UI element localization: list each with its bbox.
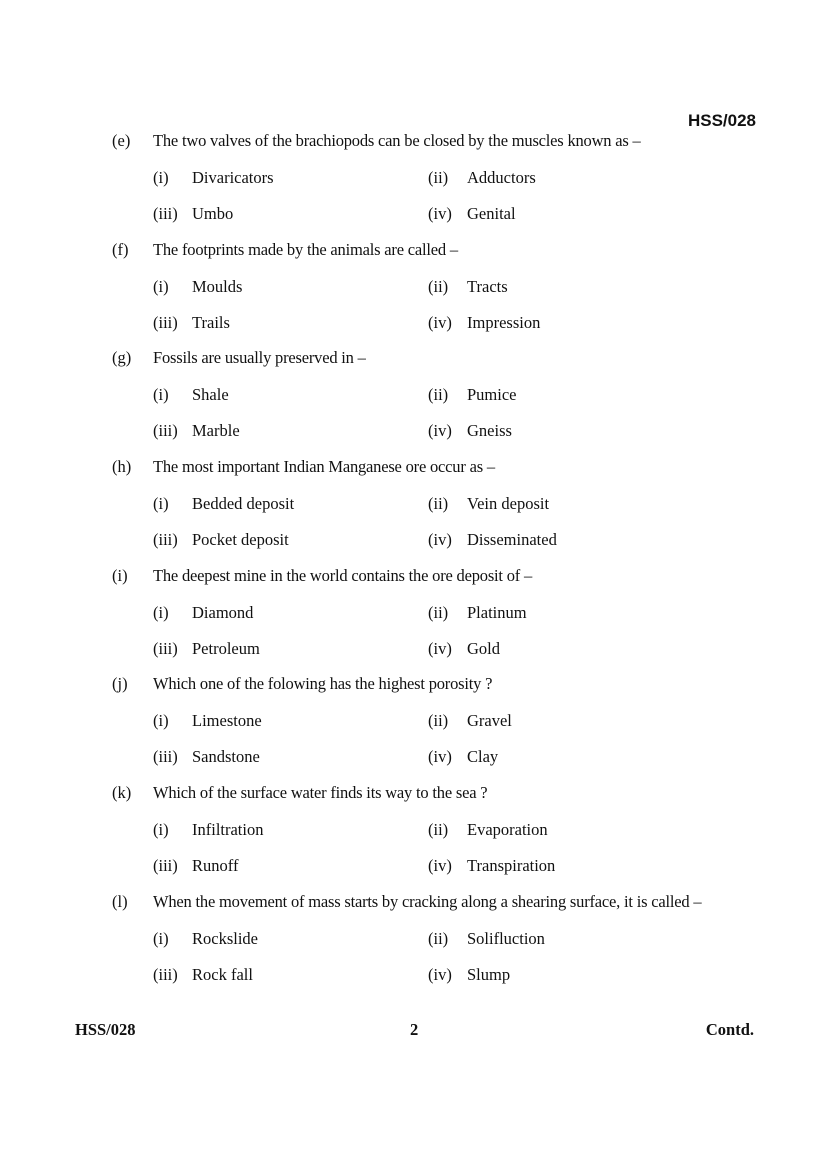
option-number: (i) [153, 168, 169, 187]
question-text: Which of the surface water finds its way to the sea ? [153, 783, 488, 803]
question-letter: (j) [112, 674, 128, 694]
question-letter: (h) [112, 457, 132, 477]
question-letter: (k) [112, 783, 132, 803]
option-text: Slump [467, 964, 511, 984]
option-number: (iii) [153, 856, 178, 876]
option-number: (ii) [428, 385, 449, 405]
question-letter: (i) [112, 565, 128, 585]
option-text: Rockslide [192, 928, 258, 948]
question-text: Fossils are usually preserved in – [153, 348, 366, 368]
option-number: (iv) [428, 638, 452, 658]
option-number: (i) [153, 820, 169, 840]
option-number: (iii) [153, 530, 178, 550]
question-f [0, 240, 827, 349]
option-text: Transpiration [467, 856, 556, 876]
option-text: Genital [467, 204, 516, 223]
question-letter: (g) [112, 348, 132, 368]
option-number: (i) [153, 928, 169, 948]
option-text: Clay [467, 747, 499, 767]
option-number: (iv) [428, 312, 452, 332]
question-e [0, 131, 827, 240]
option-text: Rock fall [192, 964, 253, 984]
option-text: Petroleum [192, 638, 260, 658]
footer-contd: Contd. [705, 1020, 754, 1039]
question-list [0, 131, 827, 1001]
option-text: Umbo [192, 204, 234, 223]
option-number: (ii) [428, 602, 449, 622]
question-letter: (e) [112, 131, 131, 150]
option-text: Impression [467, 312, 541, 332]
page-number: 2 [410, 1020, 419, 1039]
option-text: Gneiss [467, 421, 512, 441]
option-number: (ii) [428, 928, 449, 948]
option-number: (iv) [428, 856, 452, 876]
option-text: Gravel [467, 711, 512, 731]
option-number: (iv) [428, 530, 452, 550]
option-text: Trails [192, 312, 230, 332]
option-number: (i) [153, 711, 169, 731]
option-number: (i) [153, 276, 169, 296]
option-number: (iii) [153, 204, 178, 223]
option-number: (ii) [428, 494, 449, 514]
option-number: (iv) [428, 204, 452, 223]
question-text: Which one of the folowing has the highest porosity ? [153, 674, 493, 694]
question-l [0, 892, 827, 1001]
question-g [0, 348, 827, 457]
option-number: (iii) [153, 638, 178, 658]
option-text: Runoff [192, 856, 239, 876]
option-text: Sandstone [192, 747, 260, 767]
option-number: (ii) [428, 276, 449, 296]
option-text: Pocket deposit [192, 530, 289, 550]
option-text: Solifluction [467, 928, 545, 948]
option-text: Marble [192, 421, 240, 441]
option-number: (ii) [428, 711, 449, 731]
question-letter: (l) [112, 891, 128, 911]
option-text: Vein deposit [467, 494, 550, 514]
option-text: Shale [192, 385, 229, 405]
option-text: Diamond [192, 602, 254, 622]
option-number: (i) [153, 602, 169, 622]
option-number: (iv) [428, 421, 452, 441]
question-text: The footprints made by the animals are called – [153, 239, 458, 259]
option-text: Platinum [467, 602, 527, 622]
option-text: Moulds [192, 276, 243, 296]
option-text: Disseminated [467, 530, 557, 550]
header-code: HSS/028 [687, 111, 756, 130]
option-number: (i) [153, 385, 169, 405]
option-number: (iv) [428, 964, 452, 984]
footer-code: HSS/028 [75, 1020, 136, 1039]
option-number: (ii) [428, 820, 449, 840]
option-number: (ii) [428, 168, 449, 187]
option-text: Bedded deposit [192, 494, 295, 514]
option-text: Pumice [467, 385, 517, 405]
option-text: Divaricators [192, 168, 274, 187]
question-letter: (f) [112, 239, 129, 259]
option-number: (i) [153, 494, 169, 514]
option-text: Tracts [467, 276, 508, 296]
question-h [0, 457, 827, 566]
option-text: Infiltration [192, 820, 264, 840]
question-j [0, 674, 827, 783]
question-i [0, 566, 827, 675]
option-text: Adductors [467, 168, 536, 187]
option-text: Gold [467, 638, 500, 658]
option-number: (iii) [153, 421, 178, 441]
option-number: (iii) [153, 312, 178, 332]
option-number: (iii) [153, 964, 178, 984]
question-text: When the movement of mass starts by cracking along a shearing surface, it is called – [153, 891, 702, 911]
option-number: (iv) [428, 747, 452, 767]
question-text: The most important Indian Manganese ore occur as – [153, 457, 495, 477]
question-text: The two valves of the brachiopods can be closed by the muscles known as – [153, 131, 641, 150]
option-number: (iii) [153, 747, 178, 767]
question-k [0, 783, 827, 892]
option-text: Evaporation [467, 820, 548, 840]
question-text: The deepest mine in the world contains the ore deposit of – [153, 565, 533, 585]
option-text: Limestone [192, 711, 262, 731]
